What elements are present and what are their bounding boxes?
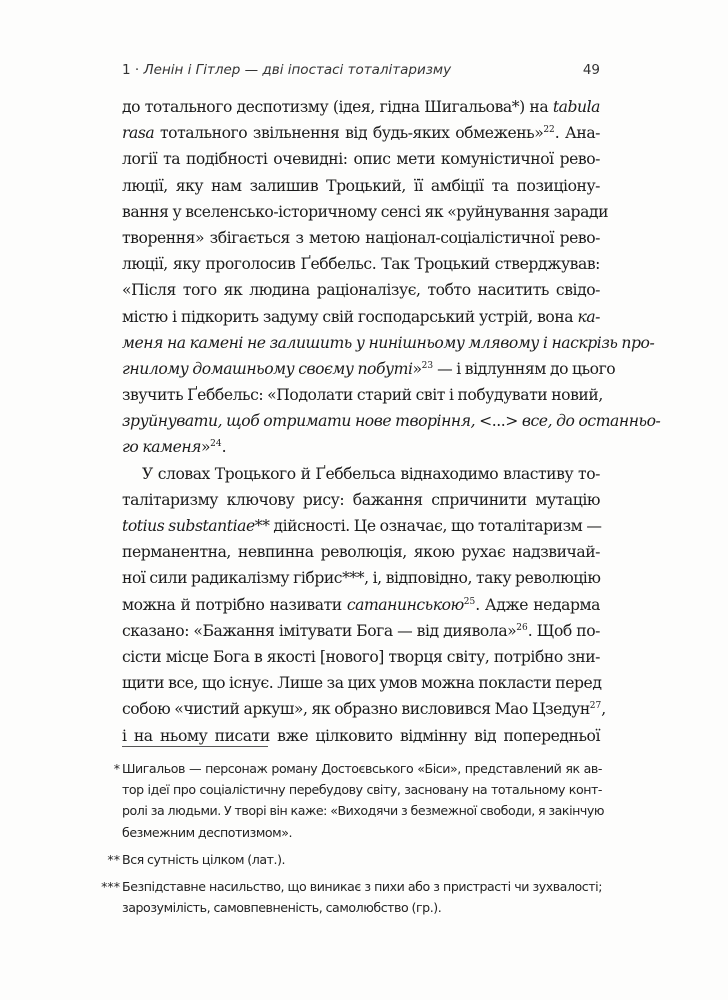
text-line — [122, 539, 600, 565]
text-segment: собою «чистий аркуш», як образно висловився Мао Цзедун — [122, 700, 590, 719]
text-segment: вання у вселенсько-історичному сенсі як «руйнування заради — [122, 202, 609, 221]
text-segment: » — [201, 438, 211, 457]
text-line — [122, 592, 600, 618]
text-line — [122, 251, 600, 277]
text-line — [122, 173, 600, 199]
text-segment: . Адже недарма — [475, 595, 600, 614]
text-segment: можна й потрібно називати — [122, 595, 347, 614]
text-segment: щити все, що існує. Лише за цих умов можна покласти перед — [122, 674, 602, 693]
footnote — [101, 876, 602, 918]
text-line — [122, 696, 606, 722]
running-head — [122, 62, 600, 82]
text-segment: звучить Ґеббельс: «Подолати старий світ і побудувати новий, — [122, 386, 603, 405]
text-segment: ної сили радикалізму гібрис***, і, відповідно, таку революцію — [122, 569, 601, 588]
footnote-rule — [122, 746, 268, 747]
text-segment: талітаризму ключову рису: бажання спричинити мутацію — [122, 490, 600, 509]
text-line — [122, 146, 600, 172]
italic-text: гнилому домашньому своєму побуті — [122, 359, 413, 378]
italic-text: ка- — [577, 307, 600, 326]
text-line — [122, 723, 600, 749]
header-separator: · — [134, 62, 140, 78]
text-segment: люції, яку проголосив Ґеббельс. Так Троцький стверджував: — [122, 255, 600, 274]
text-segment: * — [511, 98, 520, 116]
text-segment: . Щоб по- — [527, 621, 600, 640]
text-segment: тотального звільнення від будь-яких обмежень» — [154, 124, 544, 143]
text-segment: . Ана- — [554, 124, 601, 143]
text-segment: <...> — [479, 412, 518, 431]
text-segment: — і відлунням до цього — [433, 359, 616, 378]
text-line — [122, 618, 600, 644]
text-segment: містю і підкорить задуму свій господарський устрій, вона — [122, 307, 578, 326]
text-segment: і на ньому писати вже цілковито відмінну від попередньої — [122, 726, 600, 745]
text-line — [122, 225, 600, 251]
italic-text: меня на камені не залишить у нинішньому млявому і наскрізь про- — [122, 333, 655, 352]
footnote-line: зарозумілість, самовпевненість, самолюбство (гр.). — [122, 900, 442, 916]
text-line — [122, 94, 600, 120]
footnotes — [101, 758, 605, 924]
text-segment: перманентна, невпинна революція, якою рухає надзвичай- — [122, 543, 600, 562]
text-line — [122, 277, 600, 303]
footnote-line: ролі за людьми. У творі він каже: «Виходячи з безмежної свободи, я закінчую — [122, 803, 605, 819]
text-line — [122, 120, 600, 146]
text-line — [122, 565, 600, 591]
text-line — [122, 487, 600, 513]
footnote-line: безмежним деспотизмом». — [122, 824, 293, 840]
text-segment: » — [412, 359, 422, 378]
text-line — [122, 330, 655, 356]
chapter-title: Ленін і Гітлер — дві іпостасі тоталітаризму — [143, 62, 452, 78]
footnote-reference: 26 — [516, 622, 528, 633]
footnote-line: Шигальов — персонаж роману Достоєвського «Біси», представлений як ав- — [122, 761, 602, 776]
text-segment: логії та подібності очевидні: опис мети комуністичної рево- — [122, 150, 600, 169]
footnote-mark: *** — [101, 879, 120, 895]
footnote-mark: ** — [107, 851, 120, 867]
chapter-number: 1 — [122, 62, 131, 78]
text-segment: ) на — [519, 98, 553, 116]
footnote — [113, 758, 605, 843]
italic-text: все, до останньо- — [517, 412, 661, 431]
text-line — [122, 356, 616, 382]
text-line — [122, 434, 600, 460]
text-line — [122, 513, 600, 539]
footnote-line: Безпідставне насильство, що виникає з пихи або з пристрасті чи зухвалості; — [122, 879, 602, 895]
text-line — [122, 382, 603, 408]
text-segment: , — [601, 700, 606, 719]
footnote-reference: 22 — [543, 125, 555, 135]
text-segment: «Після того як людина раціоналізує, тобто наситить свідо- — [122, 281, 600, 300]
text-segment: творення» збігається з метою націонал-соціалістичної рево- — [122, 228, 600, 247]
footnote-line: тор ідеї про соціалістичну перебудову світу, засновану на тотальному конт- — [122, 782, 602, 798]
footnote-reference: 27 — [589, 701, 602, 712]
footnote-reference: 25 — [463, 596, 476, 607]
text-segment: до тотального деспотизму (ідея, гідна Шигальова — [122, 98, 512, 116]
text-line — [122, 304, 600, 330]
text-line — [122, 644, 600, 670]
body-text — [122, 94, 661, 749]
footnote-reference: 24 — [210, 439, 222, 450]
text-line — [122, 670, 600, 696]
text-segment: люції, яку нам залишив Троцький, її амбіції та позиціону- — [122, 176, 600, 195]
text-segment: сказано: «Бажання імітувати Бога — від диявола» — [122, 621, 517, 640]
text-segment: . — [221, 438, 227, 457]
text-line — [122, 461, 600, 487]
footnote-reference: 23 — [421, 360, 434, 371]
text-line — [122, 199, 609, 225]
italic-text: rasa — [122, 124, 155, 143]
text-segment: ** дійсності. Це означає, що тоталітаризм — — [254, 517, 602, 535]
italic-text: зруйнувати, щоб отримати нове творіння, — [122, 412, 480, 431]
italic-text: сатанинською — [346, 595, 464, 614]
page-number: 49 — [582, 62, 600, 78]
chapter-header — [122, 62, 451, 78]
text-line — [122, 408, 661, 434]
italic-text: tabula — [552, 98, 600, 116]
footnote-mark: * — [113, 761, 120, 776]
footnote — [107, 849, 602, 870]
italic-text: totius substantiae — [122, 517, 255, 535]
text-segment: сісти місце Бога в якості [нового] творця світу, потрібно зни- — [122, 647, 600, 666]
italic-text: го каменя — [122, 438, 202, 457]
text-segment: У словах Троцького й Ґеббельса віднаходимо властиву то- — [142, 464, 600, 483]
footnote-line: Вся сутність цілком (лат.). — [122, 851, 286, 867]
